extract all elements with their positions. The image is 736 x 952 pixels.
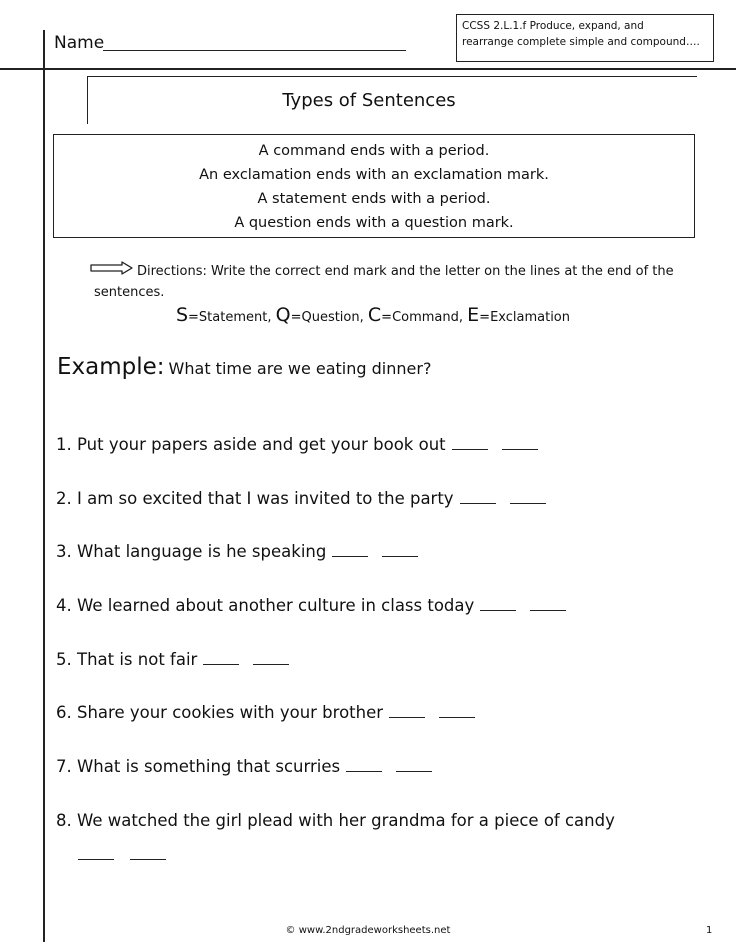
letter-blank[interactable] xyxy=(439,716,475,718)
question-text: 7. What is something that scurries xyxy=(56,757,341,776)
page-number: 1 xyxy=(706,925,713,936)
ccss-line-1: CCSS 2.L.1.f Produce, expand, and xyxy=(462,20,644,32)
rule-question: A question ends with a question mark. xyxy=(234,215,514,231)
letter-blank[interactable] xyxy=(382,555,418,557)
end-mark-blank[interactable] xyxy=(203,663,239,665)
footer-copyright: © www.2ndgradeworksheets.net xyxy=(285,925,451,936)
legend-c-letter: C xyxy=(367,304,382,326)
rules-box xyxy=(53,134,695,238)
legend xyxy=(53,304,693,326)
question-1 xyxy=(56,435,538,454)
question-6 xyxy=(56,703,475,722)
end-mark-blank[interactable] xyxy=(389,716,425,718)
legend-e-letter: E xyxy=(467,304,480,326)
end-mark-blank[interactable] xyxy=(452,448,488,450)
legend-s-text: =Statement, xyxy=(188,310,276,325)
name-label: Name xyxy=(54,33,105,53)
margin-line xyxy=(43,30,45,942)
end-mark-blank[interactable] xyxy=(480,609,516,611)
legend-e-text: =Exclamation xyxy=(479,310,571,325)
ccss-line-2: rearrange complete simple and compound…. xyxy=(462,36,700,48)
question-text: 5. That is not fair xyxy=(56,650,198,669)
end-mark-blank[interactable] xyxy=(78,858,114,860)
legend-q-text: =Question, xyxy=(290,310,368,325)
question-3 xyxy=(56,542,418,561)
name-input-line[interactable] xyxy=(103,50,406,51)
legend-q-letter: Q xyxy=(275,304,291,326)
question-text: 4. We learned about another culture in class today xyxy=(56,596,475,615)
letter-blank[interactable] xyxy=(253,663,289,665)
legend-s-letter: S xyxy=(175,304,189,326)
question-text: 3. What language is he speaking xyxy=(56,542,327,561)
question-text: 6. Share your cookies with your brother xyxy=(56,703,384,722)
question-8 xyxy=(56,811,615,830)
example-label: Example: xyxy=(57,354,165,380)
end-mark-blank[interactable] xyxy=(460,502,496,504)
question-7 xyxy=(56,757,432,776)
rule-statement: A statement ends with a period. xyxy=(257,191,491,207)
letter-blank[interactable] xyxy=(396,770,432,772)
question-text: 2. I am so excited that I was invited to the party xyxy=(56,489,454,508)
rule-command: A command ends with a period. xyxy=(258,143,490,159)
question-2 xyxy=(56,489,546,508)
letter-blank[interactable] xyxy=(530,609,566,611)
letter-blank[interactable] xyxy=(510,502,546,504)
letter-blank[interactable] xyxy=(130,858,166,860)
rule-exclamation: An exclamation ends with an exclamation mark. xyxy=(199,167,549,183)
header-divider xyxy=(0,68,736,70)
question-5 xyxy=(56,650,289,669)
letter-blank[interactable] xyxy=(502,448,538,450)
question-text: 8. We watched the girl plead with her grandma for a piece of candy xyxy=(56,811,615,830)
page-title: Types of Sentences xyxy=(282,90,456,111)
directions-text: Directions: Write the correct end mark and the letter on the lines at the end of the sentences. xyxy=(94,264,674,300)
question-4 xyxy=(56,596,566,615)
end-mark-blank[interactable] xyxy=(346,770,382,772)
example-sentence: What time are we eating dinner? xyxy=(168,359,432,378)
legend-c-text: =Command, xyxy=(381,310,468,325)
end-mark-blank[interactable] xyxy=(332,555,368,557)
ccss-standard-box xyxy=(456,14,714,62)
question-text: 1. Put your papers aside and get your book out xyxy=(56,435,446,454)
question-8-blanks xyxy=(78,845,182,864)
example xyxy=(57,354,431,380)
